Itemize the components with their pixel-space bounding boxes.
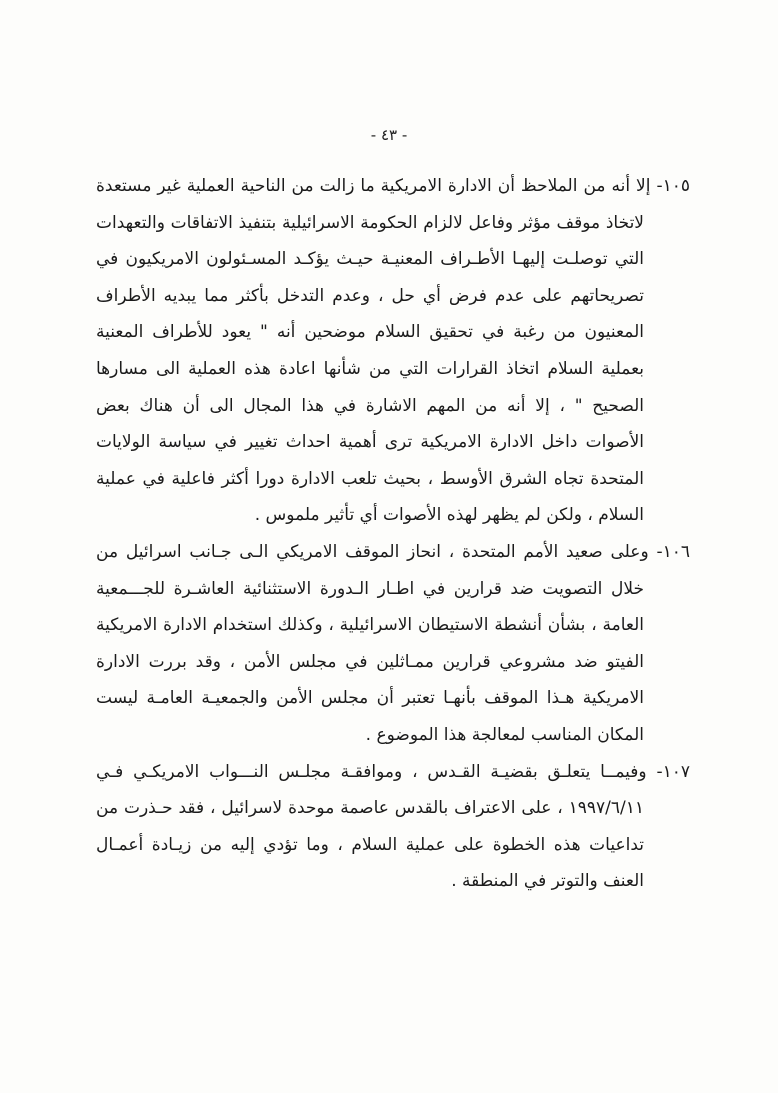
paragraph-106-text: وعلى صعيد الأمم المتحدة ، انحاز الموقف الامريكي الـى جـانب اسرائيل من خلال التصويت ضد قرارين في اطـار الـدورة الاستثنائية العاشـرة للجـــمعية العامة ، بشأن أنشطة الاستيطان الاسرائيلية ، وكذلك استخدام الادارة الامريكية الفيتو ضد مشروعي قرارين ممـاثلين في مجلس الأمن ، وقد بررت الادارة الامريكية هـذا الموقف بأنهـا تعتبر أن مجلس الأمن والجمعيـة العامـة ليست المكان المناسب لمعالجة هذا الموضوع .	[96, 541, 649, 745]
paragraph-107	[96, 754, 690, 900]
paragraph-105-text: إلا أنه من الملاحظ أن الادارة الامريكية ما زالت من الناحية العملية غير مستعدة لاتخاذ موقف مؤثر وفاعل لالزام الحكومة الاسرائيلية بتنفيذ الاتفاقات والتعهدات التي توصلـت إليهـا الأطـراف المعنيـة حيـث يؤكـد المسـئولون الامريكيون في تصريحاتهم على عدم فرض أي حل ، وعدم التدخل بأكثر مما يبديه الأطراف المعنيون من رغبة في تحقيق السلام موضحين أنه " يعود للأطراف المعنية بعملية السلام اتخاذ القرارات التي من شأنها اعادة هذه العملية الى مسارها الصحيح " ، إلا أنه من المهم الاشارة في هذا المجال الى أن هناك بعض الأصوات داخل الادارة الامريكية ترى أهمية احداث تغيير في سياسة الولايات المتحدة تجاه الشرق الأوسط ، بحيث تلعب الادارة دورا أكثر فاعلية في عملية السلام ، ولكن لم يظهر لهذه الأصوات أي تأثير ملموس .	[96, 176, 651, 526]
paragraph-107-text: وفيمــا يتعلـق بقضيـة القـدس ، وموافقـة مجلـس النـــواب الامريكـي فـي ١٩٩٧/٦/١١ ، على الاعتراف بالقدس عاصمة موحدة لاسرائيل ، فقد حـذرت من تداعيات هذه الخطوة على عملية السلام ، وما تؤدي إليه من زيـادة أعمـال العنف والتوتر في المنطقة .	[96, 761, 647, 892]
paragraph-107-number: ١٠٧-	[656, 761, 691, 782]
document-body	[96, 168, 690, 900]
page-number: - ٤٣ -	[370, 126, 408, 144]
paragraph-105-number: ١٠٥-	[656, 176, 690, 196]
paragraph-106-number: ١٠٦-	[656, 541, 690, 562]
paragraph-105	[96, 168, 690, 534]
paragraph-106	[96, 534, 690, 754]
